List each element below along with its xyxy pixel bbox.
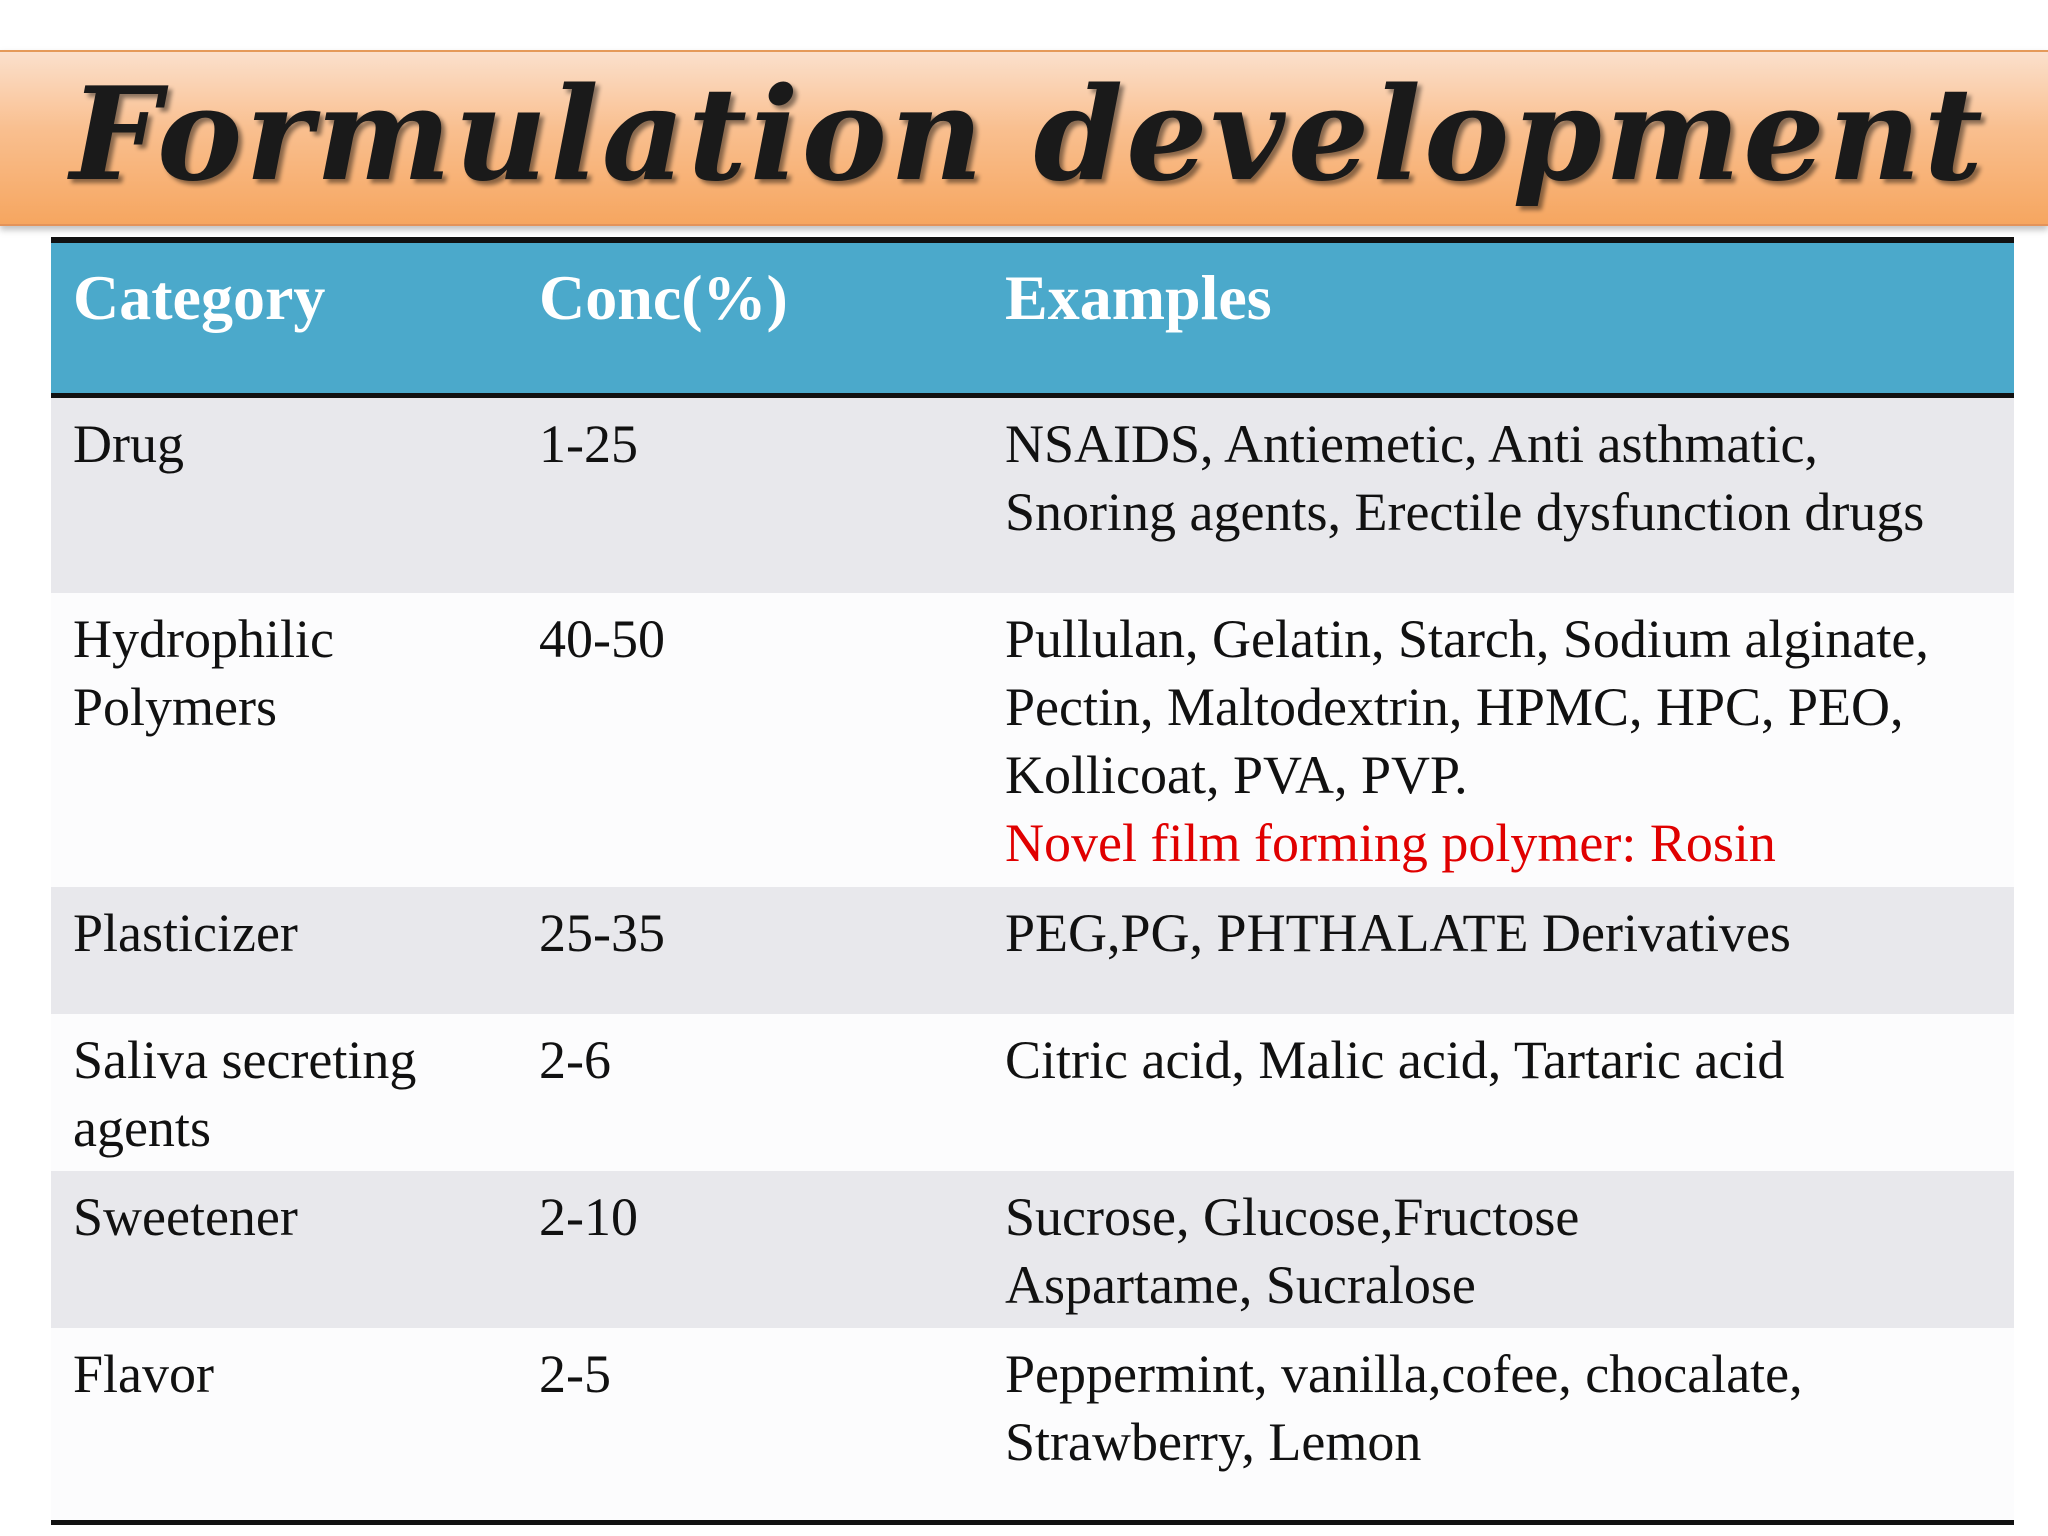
table-row (51, 1328, 2014, 1522)
header-category: Category (73, 262, 326, 333)
formulation-table (51, 237, 2014, 1522)
cell-conc (539, 1026, 611, 1094)
cell-text: NSAIDS, Antiemetic, Anti asthmatic, (1005, 414, 1818, 474)
cell-text: Sweetener (73, 1187, 298, 1247)
header-conc: Conc(%) (539, 262, 788, 333)
cell-text: Strawberry, Lemon (1005, 1412, 1422, 1472)
cell-category (73, 1183, 298, 1251)
cell-text: Kollicoat, PVA, PVP. (1005, 745, 1468, 805)
title-banner (0, 50, 2048, 226)
cell-text: 40-50 (539, 609, 665, 669)
cell-text: agents (73, 1098, 211, 1158)
slide-title: Formulation development (70, 60, 1986, 210)
cell-conc (539, 410, 638, 478)
cell-text: Flavor (73, 1344, 214, 1404)
cell-text: Hydrophilic (73, 609, 334, 669)
cell-examples (1005, 605, 1929, 877)
cell-category (73, 605, 334, 741)
cell-text: Peppermint, vanilla,cofee, chocalate, (1005, 1344, 1803, 1404)
cell-text: 2-5 (539, 1344, 611, 1404)
cell-text: Plasticizer (73, 903, 298, 963)
highlight-note: Novel film forming polymer: Rosin (1005, 813, 1776, 873)
cell-text: 2-6 (539, 1030, 611, 1090)
cell-text: Drug (73, 414, 184, 474)
cell-conc (539, 899, 665, 967)
table-row (51, 398, 2014, 593)
cell-text: 2-10 (539, 1187, 638, 1247)
cell-examples (1005, 899, 1791, 967)
cell-examples (1005, 1340, 1803, 1476)
cell-text: Aspartame, Sucralose (1005, 1255, 1476, 1315)
table-row (51, 1014, 2014, 1171)
cell-conc (539, 1183, 638, 1251)
header-examples: Examples (1005, 262, 1272, 333)
cell-text: Saliva secreting (73, 1030, 417, 1090)
cell-text: Polymers (73, 677, 278, 737)
table-row (51, 887, 2014, 1014)
cell-examples (1005, 410, 1924, 546)
cell-text: 1-25 (539, 414, 638, 474)
cell-text: Pectin, Maltodextrin, HPMC, HPC, PEO, (1005, 677, 1904, 737)
cell-text: PEG,PG, PHTHALATE Derivatives (1005, 903, 1791, 963)
cell-text: Sucrose, Glucose,Fructose (1005, 1187, 1580, 1247)
cell-category (73, 410, 184, 478)
cell-text: Citric acid, Malic acid, Tartaric acid (1005, 1030, 1785, 1090)
cell-text: Pullulan, Gelatin, Starch, Sodium alginate, (1005, 609, 1929, 669)
cell-text: Snoring agents, Erectile dysfunction drugs (1005, 482, 1925, 542)
cell-category (73, 1340, 214, 1408)
table-header-row (51, 237, 2014, 398)
cell-text: 25-35 (539, 903, 665, 963)
cell-category (73, 1026, 416, 1162)
cell-conc (539, 1340, 611, 1408)
table-bottom-rule (51, 1520, 2014, 1525)
cell-conc (539, 605, 665, 673)
cell-examples (1005, 1026, 1784, 1094)
table-row (51, 593, 2014, 887)
table-row (51, 1171, 2014, 1328)
cell-examples (1005, 1183, 1579, 1319)
cell-category (73, 899, 298, 967)
